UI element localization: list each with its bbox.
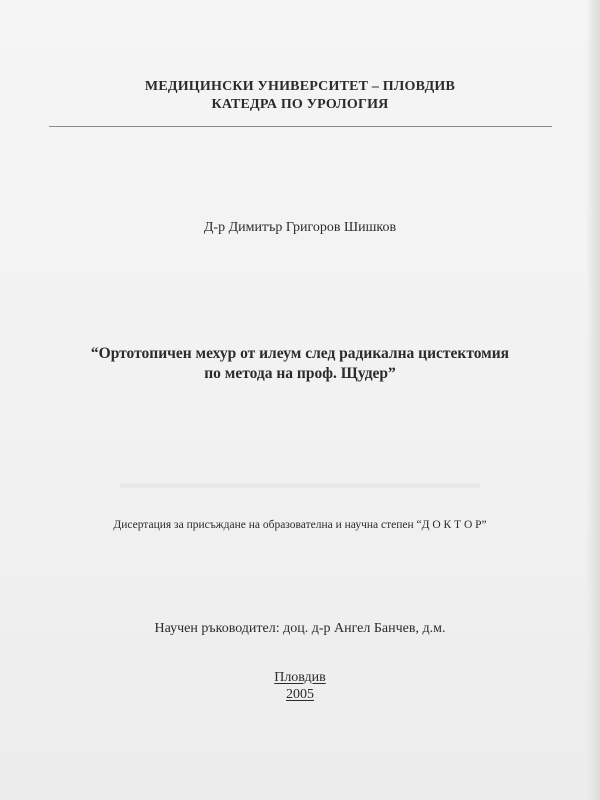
place-and-year xyxy=(0,669,600,703)
author-name: Д-р Димитър Григоров Шишков xyxy=(203,220,397,235)
title-line-2: по метода на проф. Щудер” xyxy=(204,365,396,382)
institution-header xyxy=(0,78,600,114)
department-name: КАТЕДРА ПО УРОЛОГИЯ xyxy=(211,97,389,112)
year: 2005 xyxy=(286,687,314,702)
header-divider xyxy=(49,126,552,127)
dissertation-title xyxy=(0,344,600,384)
city: Пловдив xyxy=(274,670,326,685)
bleed-through-shadow xyxy=(0,474,600,494)
title-line-1: “Ортотопичен мехур от илеум след радикална цистектомия xyxy=(90,345,510,362)
degree-statement: Дисертация за присъждане на образователна и научна степен “Д О К Т О Р” xyxy=(113,519,487,531)
bleed-through-text: ▬▬▬▬▬▬▬▬▬▬▬▬▬▬▬▬▬▬▬▬▬▬▬▬ xyxy=(120,476,480,492)
supervisor-line: Научен ръководител: доц. д-р Ангел Банчев, д.м. xyxy=(154,621,446,636)
university-name: МЕДИЦИНСКИ УНИВЕРСИТЕТ – ПЛОВДИВ xyxy=(144,79,456,94)
